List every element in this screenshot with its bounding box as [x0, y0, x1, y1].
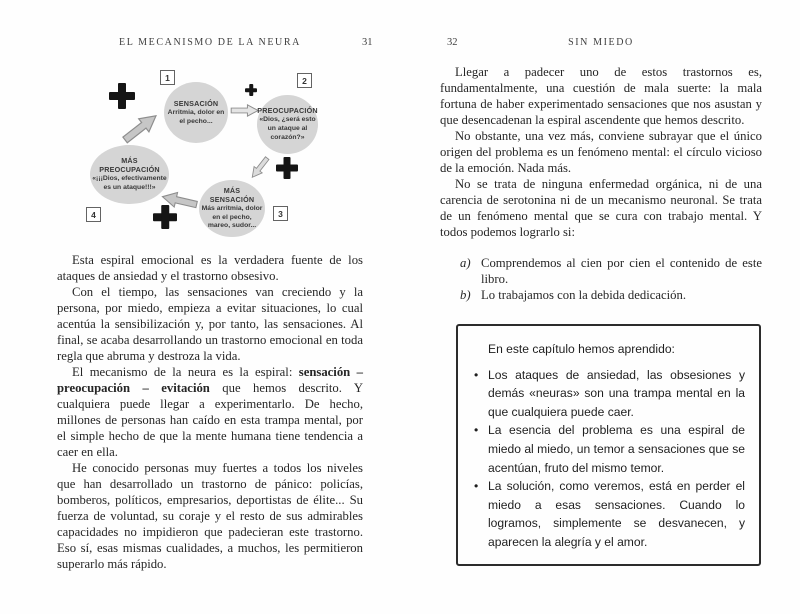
paragraph: No se trata de ninguna enfermedad orgánica, ni de una carencia de serotonina ni de un mecanismo neuronal. Se trata de un fenómeno mental que se cura con trabajo mental. Y todos podemos lograrlo si: [440, 177, 762, 239]
step-number-box: 3 [273, 206, 288, 221]
step-number-box: 1 [160, 70, 175, 85]
paragraph: Con el tiempo, las sensaciones van creciendo y la persona, por miedo, empieza a evitar situaciones, lo cual acentúa la sensibilización y, por tanto, las sensaciones. Al final, se acaba desarrollando un trastorno emocional en toda regla que abruma y destroza la vida. [57, 285, 363, 363]
node-title: SENSACIÓN [173, 98, 219, 108]
paragraph-segment: que hemos descrito. Y cualquiera puede llegar a experimentarlo. De hecho, millones de personas han caído en esta trampa mental, por el simple hecho de que la mente humana tiene tendencia a caer en ella. [57, 381, 363, 459]
bold-phrase: sensación – preocupación – evitación [57, 365, 363, 395]
running-header-right: SIN MIEDO [568, 37, 634, 48]
chapter-summary-box [456, 324, 761, 566]
plus-icon [109, 83, 135, 109]
paragraph [57, 364, 363, 460]
bullet-icon: • [474, 423, 479, 438]
condition-list [460, 255, 762, 303]
plus-icon [276, 157, 298, 179]
list-item [460, 255, 762, 287]
paragraph: Llegar a padecer uno de estos trastornos es, fundamentalmente, una cuestión de mala suerte: la mala fortuna de haber experimentado sensaciones que nos asustan y que desencadenan la espiral ascendente que hemos descrito. [440, 65, 762, 127]
summary-box-title: En este capítulo hemos aprendido: [488, 342, 675, 356]
arrow-up-right-icon [119, 107, 164, 148]
node-body: «Dios, ¿será esto un ataque al corazón?» [259, 116, 316, 141]
node-title: MÁS SENSACIÓN [209, 185, 255, 204]
summary-bullet-text: La esencia del problema es una espiral de miedo al miedo, un temor a sensaciones que se acentúan, fruto del mismo temor. [488, 423, 745, 475]
list-item-text: Lo trabajamos con la debida dedicación. [481, 288, 687, 302]
diagram-node-mas-sensacion [199, 180, 265, 237]
paragraph: He conocido personas muy fuertes a todos los niveles que han desarrollado un trastorno de pánico: policías, bomberos, políticos, empresarios, deportistas de élite... Su fuerza de voluntad, su coraje y el resto de sus admirables capacidades no impidieron que padecieran este trastorno. Eso sí, esas mismas cualidades, a muchos, les permitieron superarlo más rápido. [57, 461, 363, 571]
list-marker: b) [460, 288, 471, 302]
node-title: PREOCUPACIÓN [257, 106, 318, 116]
plus-icon [153, 205, 177, 229]
node-body: Más arritmia, dolor en el pecho, mareo, sudor... [201, 204, 263, 230]
bullet-icon: • [474, 479, 479, 494]
list-marker: a) [460, 256, 471, 270]
step-number-box: 2 [297, 73, 312, 88]
plus-icon [245, 84, 257, 96]
page-number-left: 31 [362, 37, 373, 48]
page-left [57, 0, 373, 614]
node-title: MÁS PREOCUPACIÓN [99, 156, 160, 175]
diagram-node-sensacion [164, 82, 228, 143]
diagram-node-preocupacion [257, 95, 318, 154]
page-right [440, 0, 762, 614]
list-item [460, 287, 762, 303]
arrow-right-icon [231, 104, 259, 117]
paragraph: No obstante, una vez más, conviene subrayar que el único origen del problema es un fenómeno mental: el círculo vicioso de la emoción. Nada más. [440, 129, 762, 175]
paragraph-segment: El mecanismo de la neura es la espiral: [72, 365, 299, 379]
paragraph: Esta espiral emocional es la verdadera fuente de los ataques de ansiedad y el trastorno obsesivo. [57, 253, 363, 283]
anxiety-spiral-diagram [57, 62, 363, 254]
left-body-text [57, 252, 363, 572]
summary-bullet-text: Los ataques de ansiedad, las obsesiones y demás «neuras» son una trampa mental en la que cualquiera puede caer. [488, 367, 745, 419]
diagram-node-mas-preocupacion [90, 145, 169, 204]
list-item-text: Comprendemos al cien por cien el contenido de este libro. [481, 256, 762, 286]
summary-bullet [474, 366, 745, 422]
running-header-left: EL MECANISMO DE LA NEURA [119, 37, 301, 48]
summary-bullet-text: La solución, como veremos, está en perder el miedo a esas sensaciones. Cuando lo logramos, simplemente se desvanecen, y aparecen la alegría y el amor. [488, 479, 745, 549]
node-body: «¡¡¡Dios, efectivamente es un ataque!!!» [92, 175, 167, 191]
right-body-text [440, 64, 762, 566]
step-number-box: 4 [86, 207, 101, 222]
summary-bullet [474, 477, 745, 551]
arrow-down-left-icon [247, 154, 272, 181]
node-body: Arritmia, dolor en el pecho... [167, 108, 225, 125]
summary-bullet [474, 421, 745, 477]
page-number-right: 32 [447, 37, 458, 48]
bullet-icon: • [474, 367, 479, 382]
